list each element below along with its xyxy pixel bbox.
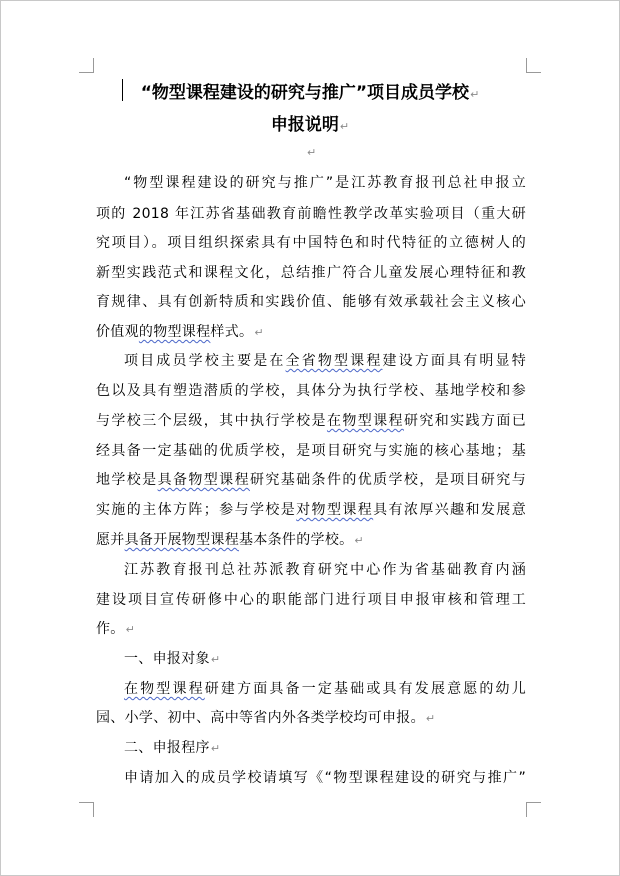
text-line — [96, 589, 526, 609]
text-segment: 江苏教育报刊总社苏派教育研究中心作为省基础教育内涵 — [124, 562, 526, 578]
text-segment: 基本条件的学校。 — [239, 532, 354, 548]
text-segment: 项目成员学校主要是在 — [124, 353, 286, 369]
text-line — [96, 172, 526, 192]
text-segment: 价值观 — [96, 324, 139, 340]
text-segment: 新型实践范式和课程文化，总结推广符合儿童发展心理特征和教 — [96, 265, 526, 281]
text-segment: 一、申报对象 — [124, 651, 210, 667]
text-segment: 样式。 — [210, 324, 254, 340]
document-title-text: “物型课程建设的研究与推广”项目成员学校 — [140, 83, 470, 103]
margin-corner-top-left — [79, 58, 94, 73]
text-segment: “物型课程建设的研究与推广”是江苏教育报刊总社申报立 — [124, 175, 526, 191]
text-line — [96, 440, 526, 460]
text-segment: 项的 2018 年江苏省基础教育前瞻性教学改革实验项目（重大研 — [96, 206, 526, 222]
paragraph-mark-icon: ↵ — [254, 326, 264, 339]
spellcheck-flagged-text: 对物型课程 — [296, 502, 374, 518]
text-line — [96, 203, 526, 223]
text-line — [96, 529, 526, 549]
margin-corner-bottom-right — [526, 802, 541, 817]
paragraph-mark-icon: ↵ — [354, 534, 364, 547]
text-line — [96, 410, 526, 430]
text-line — [96, 262, 526, 282]
text-segment: 色以及具有塑造潜质的学校，具体分为执行学校、基地学校和参 — [96, 383, 526, 399]
paragraph-mark-icon: ↵ — [339, 120, 350, 133]
margin-corner-bottom-left — [79, 802, 94, 817]
spellcheck-flagged-text: 全省物型课程 — [285, 353, 383, 369]
text-line — [96, 350, 526, 370]
document-title[interactable] — [95, 78, 525, 103]
text-segment: 建设方面具有明显特 — [382, 353, 526, 369]
spellcheck-flagged-text: 的物型课程 — [138, 324, 211, 340]
text-segment: 研建方面具备一定基础或具有发展意愿的幼儿 — [204, 681, 527, 697]
text-line — [96, 648, 554, 668]
spellcheck-flagged-text: 具备开展物型课程 — [124, 532, 240, 548]
paragraph-mark-icon: ↵ — [125, 623, 136, 636]
text-line — [96, 767, 526, 787]
spellcheck-flagged-text: 具备物型课程 — [157, 472, 250, 488]
text-segment: 申请加入的成员学校请填写《“物型课程建设的研究与推广” — [124, 770, 526, 786]
text-segment: 研究基础条件的优质学校，是项目研究与 — [249, 472, 526, 488]
text-line — [96, 380, 526, 400]
text-segment: 经具备一定基础的优质学校，是项目研究与实施的核心基地；基 — [96, 443, 526, 459]
text-segment: 实施的主体方阵；参与学校是 — [96, 502, 297, 518]
text-line — [96, 469, 526, 489]
text-segment: 园、小学、初中、高中等省内外各类学校均可申报。 — [96, 710, 425, 726]
text-line — [96, 678, 526, 698]
paragraph-mark-icon: ↵ — [470, 88, 480, 101]
margin-corner-top-right — [526, 58, 541, 73]
text-line — [96, 499, 526, 519]
paragraph-mark-icon: ↵ — [425, 712, 436, 725]
spellcheck-flagged-text: 在物型课程 — [326, 413, 404, 429]
text-segment: 地学校是 — [96, 472, 158, 488]
text-segment: 建设项目宣传研修中心的职能部门进行项目申报审核和管理工 — [96, 592, 526, 608]
paragraph-mark-icon: ↵ — [210, 742, 221, 755]
text-line — [96, 618, 526, 638]
text-segment: 究项目）。项目组织探索具有中国特色和时代特征的立德树人的 — [96, 235, 526, 251]
text-segment: 作。 — [96, 621, 125, 637]
text-line — [96, 559, 526, 579]
empty-paragraph-mark-icon: ↵ — [307, 146, 317, 159]
document-subtitle-text: 申报说明 — [270, 115, 339, 135]
text-line — [96, 321, 526, 341]
paragraph-mark-icon: ↵ — [210, 653, 221, 666]
text-line — [96, 232, 526, 252]
text-segment: 与学校三个层级，其中执行学校是 — [96, 413, 327, 429]
text-segment: 具有浓厚兴趣和发展意 — [373, 502, 527, 518]
text-segment: 愿并 — [96, 532, 125, 548]
text-line — [96, 737, 554, 757]
text-line — [96, 707, 526, 727]
text-segment: 二、申报程序 — [124, 740, 210, 756]
text-segment: 研究和实践方面已 — [403, 413, 527, 429]
document-subtitle[interactable] — [95, 110, 525, 135]
text-line — [96, 291, 526, 311]
text-segment: 育规律、具有创新特质和实践价值、能够有效承载社会主义核心 — [96, 294, 526, 310]
spellcheck-flagged-text: 在物型课程 — [124, 681, 205, 697]
